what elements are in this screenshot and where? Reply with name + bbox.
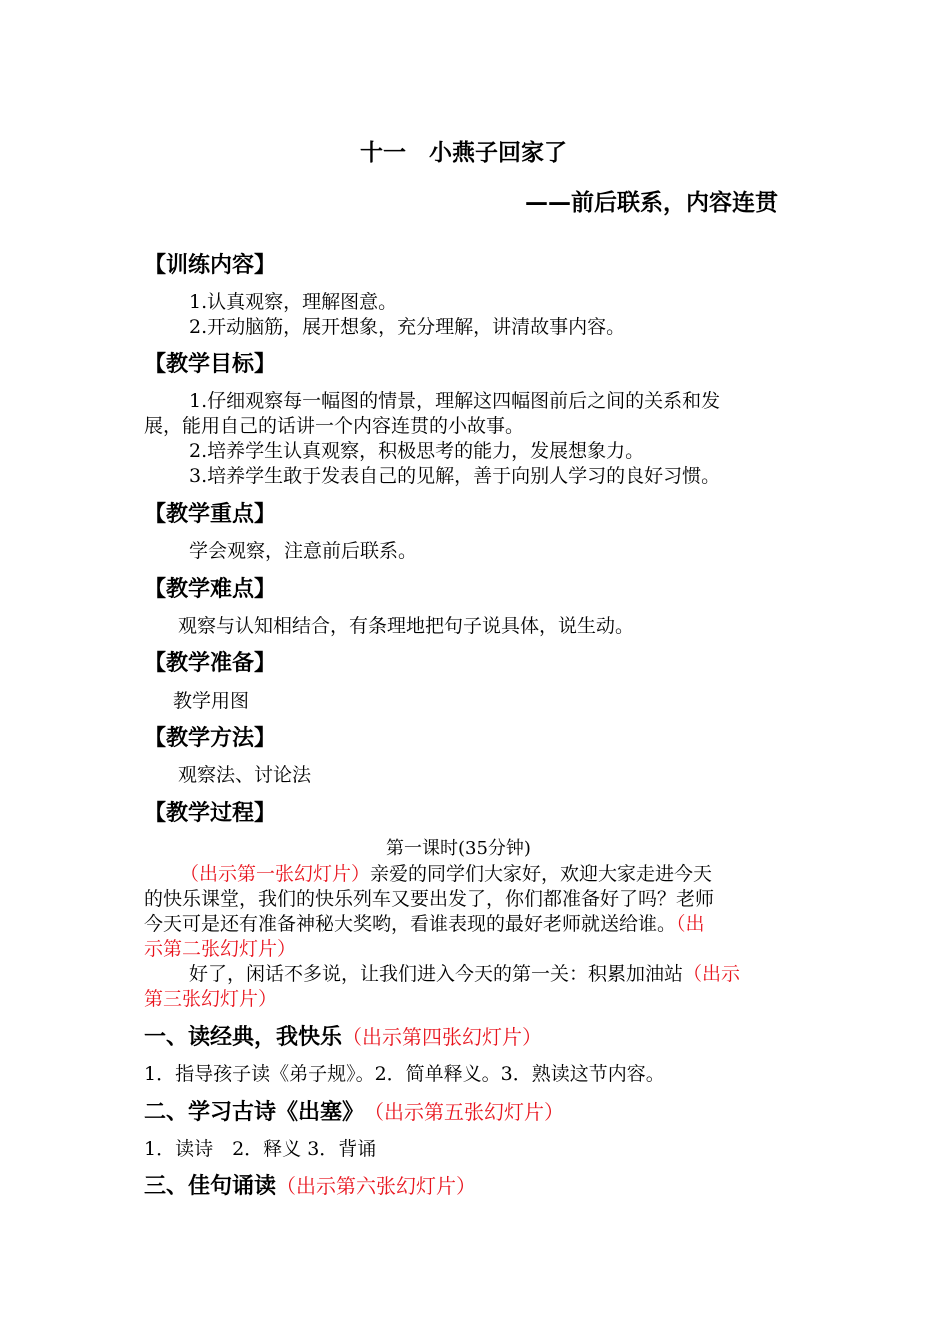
lesson-subtitle: ——前后联系，内容连贯 — [525, 190, 778, 216]
period-label: 第一课时(35分钟) — [386, 838, 531, 859]
heading-teaching-goals: 【教学目标】 — [144, 352, 277, 377]
heading-key-point: 【教学重点】 — [144, 502, 277, 527]
paragraph1-line1: （出示第一张幻灯片）亲爱的同学们大家好，欢迎大家走进今天 — [180, 863, 713, 885]
slide-note-3b: 第三张幻灯片） — [144, 988, 278, 1010]
part3-heading: 三、佳句诵读（出示第六张幻灯片） — [144, 1174, 477, 1199]
heading-difficulty: 【教学难点】 — [144, 577, 277, 602]
key-point-text: 学会观察，注意前后联系。 — [189, 540, 418, 562]
heading-preparation: 【教学准备】 — [144, 651, 277, 676]
part1-text: 1．指导孩子读《弟子规》。2．简单释义。3．熟读这节内容。 — [144, 1063, 665, 1085]
slide-note-2b: 示第二张幻灯片） — [144, 938, 297, 960]
heading-method: 【教学方法】 — [144, 726, 277, 751]
part1-heading: 一、读经典，我快乐（出示第四张幻灯片） — [144, 1025, 543, 1050]
heading-process: 【教学过程】 — [144, 801, 277, 826]
preparation-text: 教学用图 — [173, 690, 250, 712]
slide-note-2a: （出 — [676, 913, 705, 935]
goals-line-1: 1.仔细观察每一幅图的情景，理解这四幅图前后之间的关系和发 — [189, 390, 721, 412]
difficulty-text: 观察与认知相结合，有条理地把句子说具体，说生动。 — [178, 615, 635, 637]
goals-line-2: 2.培养学生认真观察，积极思考的能力，发展想象力。 — [189, 440, 645, 462]
goals-line-3: 3.培养学生敢于发表自己的见解，善于向别人学习的良好习惯。 — [189, 465, 721, 487]
content-line-1: 1.认真观察，理解图意。 — [189, 291, 398, 313]
part2-text: 1．读诗 2．释义 3．背诵 — [144, 1138, 377, 1160]
paragraph1-line2: 的快乐课堂，我们的快乐列车又要出发了，你们都准备好了吗？老师 — [144, 888, 715, 910]
slide-note-4: （出示第四张幻灯片） — [342, 1025, 543, 1049]
paragraph2-line1: 好了，闲话不多说，让我们进入今天的第一关：积累加油站（出示 — [189, 963, 741, 985]
heading-training-content: 【训练内容】 — [144, 253, 277, 278]
slide-note-5: （出示第五张幻灯片） — [374, 1100, 565, 1124]
part2-heading: 二、学习古诗《出塞》 （出示第五张幻灯片） — [144, 1100, 565, 1125]
slide-note-6: （出示第六张幻灯片） — [276, 1174, 477, 1198]
method-text: 观察法、讨论法 — [178, 764, 312, 786]
slide-note-3a: （出示 — [683, 963, 741, 985]
goals-line-1-cont: 展，能用自己的话讲一个内容连贯的小故事。 — [144, 415, 525, 437]
paragraph1-line3: 今天可是还有准备神秘大奖哟，看谁表现的最好老师就送给谁。（出 — [144, 913, 705, 935]
slide-note-1: （出示第一张幻灯片） — [180, 863, 371, 885]
content-line-2: 2.开动脑筋，展开想象，充分理解，讲清故事内容。 — [189, 316, 626, 338]
lesson-title: 十一 小燕子回家了 — [360, 140, 567, 166]
